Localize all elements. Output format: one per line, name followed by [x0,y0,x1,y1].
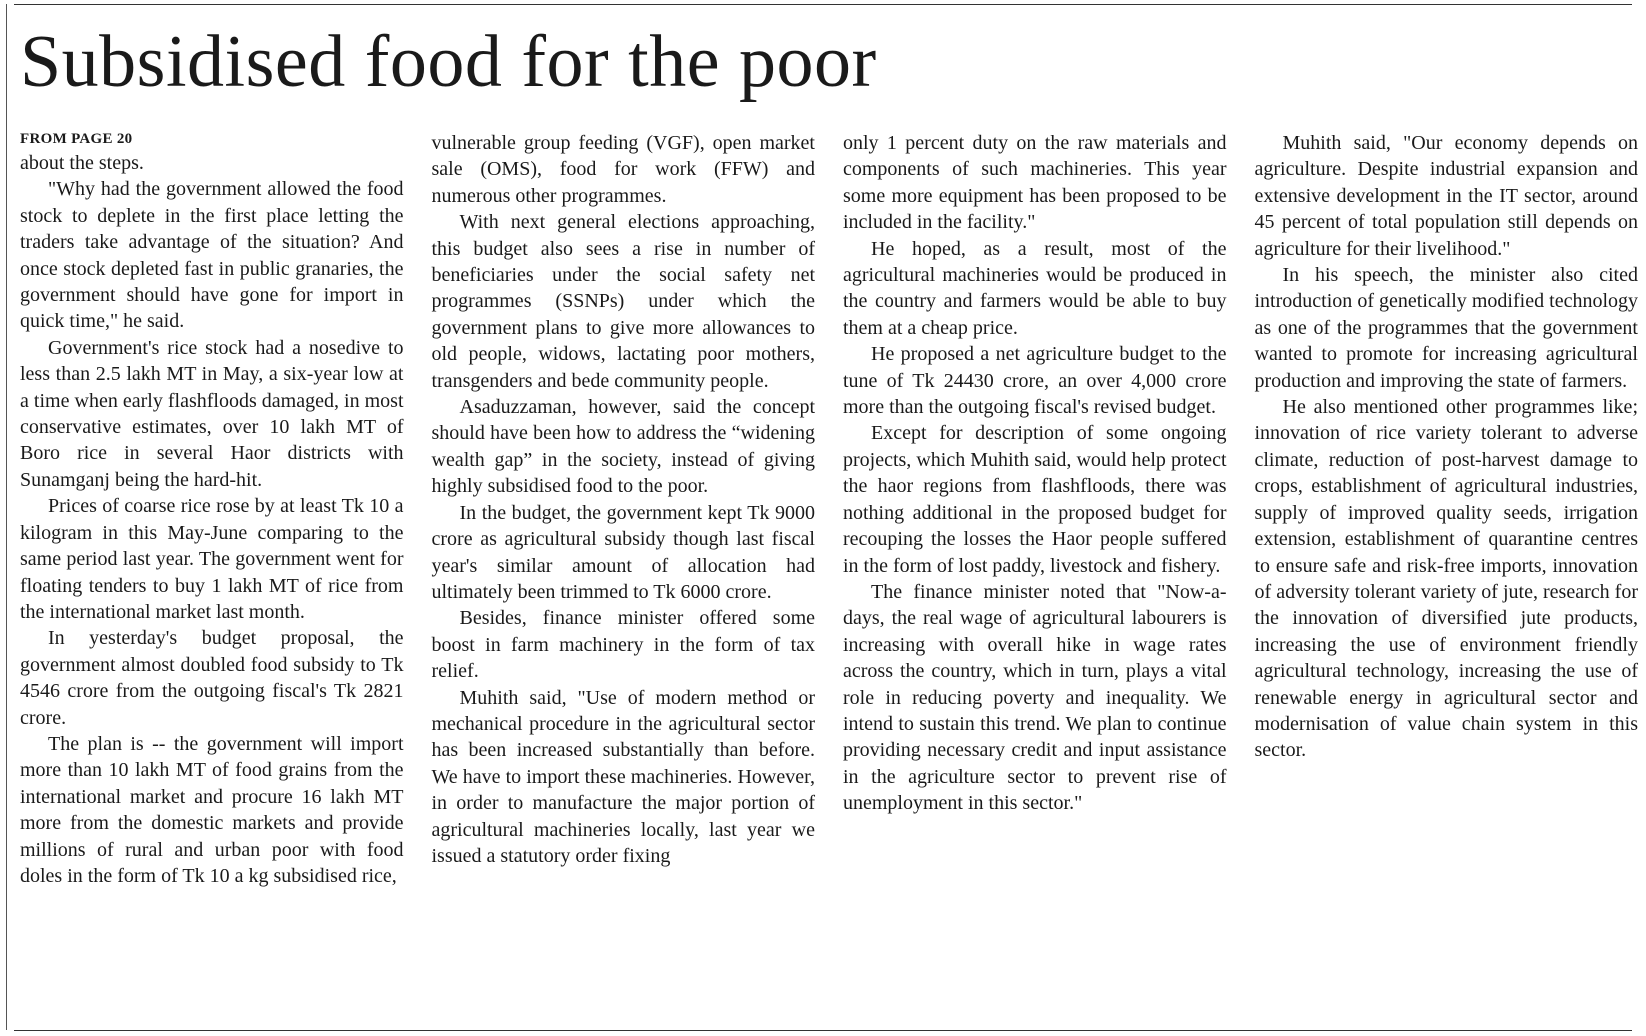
article-column-2 [432,130,816,1025]
paragraph: vulnerable group feeding (VGF), open market sale (OMS), food for work (FFW) and numerous other programmes. [431,132,815,207]
left-rule [6,4,7,1030]
continuation-kicker: FROM PAGE 20 [20,131,133,147]
article-column-3 [843,130,1227,1025]
paragraph: only 1 percent duty on the raw materials and components of such machineries. This year some more equipment has been proposed to be included in the facility." [843,132,1227,234]
top-rule [14,4,1632,5]
paragraph: Muhith said, "Use of modern method or mechanical procedure in the agricultural sector has been increased substantially than before. We have to import these machineries. However, in order to manufacture the major portion of agricultural machineries locally, last year we issued a statutory order fixing [431,686,815,867]
paragraph: The finance minister noted that "Now-a-days, the real wage of agricultural labourers is increasing with overall hike in wage rates across the country, which in turn, plays a vital role in reducing poverty and inequality. We intend to sustain this trend. We plan to continue providing necessary credit and input assistance in the agriculture sector to prevent rise of unemployment in this sector." [843,580,1227,815]
article-column-1 [20,130,404,1025]
paragraph: Muhith said, "Our economy depends on agriculture. Despite industrial expansion and extensive development in the IT sector, around 45 percent of total population still depends on agriculture for their livelihood." [1254,132,1638,260]
paragraph: Besides, finance minister offered some boost in farm machinery in the form of tax relief. [431,607,815,683]
article-column-4 [1255,130,1639,1025]
paragraph: Asaduzzaman, however, said the concept should have been how to address the “widening wealth gap” in the society, instead of giving highly subsidised food to the poor. [431,396,815,498]
bottom-rule [14,1030,1632,1031]
paragraph: He hoped, as a result, most of the agricultural machineries would be produced in the country and farmers would be able to buy them at a cheap price. [843,237,1227,339]
paragraph: Except for description of some ongoing projects, which Muhith said, would help protect the haor regions from flashfloods, there was nothing additional in the proposed budget for recouping the losses the Haor people suffered in the form of lost paddy, livestock and fishery. [843,422,1227,577]
paragraph: The plan is -- the government will import more than 10 lakh MT of food grains from the international market and procure 16 lakh MT more from the domestic markets and provide millions of rural and urban poor with food doles in the form of Tk 10 a kg subsidised rice, [20,732,404,887]
paragraph: about the steps. [20,152,144,174]
article-body [20,130,1638,1025]
paragraph: He also mentioned other programmes like; innovation of rice variety tolerant to adverse climate, reduction of post-harvest damage to crops, establishment of agricultural industries, supply of improved quality seeds, irrigation extension, establishment of quarantine centres to ensure safe and risk-free imports, innovation of adversity tolerant variety of jute, research for the innovation of diversified jute products, increasing the use of environment friendly agricultural technology, increasing the use of renewable energy in agricultural sector and modernisation of value chain system in this sector. [1254,396,1638,762]
paragraph: "Why had the government allowed the food stock to deplete in the first place letting the traders take advantage of the situation? And once stock depleted fast in public granaries, the government should have gone for import in quick time," he said. [20,178,404,333]
paragraph: Government's rice stock had a nosedive to less than 2.5 lakh MT in May, a six-year low at a time when early flashfloods damaged, in most conservative estimates, over 10 lakh MT of Boro rice in several Haor districts with Sunamganj being the hard-hit. [20,336,404,491]
paragraph: In yesterday's budget proposal, the government almost doubled food subsidy to Tk 4546 crore from the outgoing fiscal's Tk 2821 crore. [20,627,404,729]
paragraph: In his speech, the minister also cited introduction of genetically modified technology as one of the programmes that the government wanted to promote for increasing agricultural production and improving the state of farmers. [1254,264,1638,392]
paragraph: In the budget, the government kept Tk 9000 crore as agricultural subsidy though last fiscal year's similar amount of allocation had ultimately been trimmed to Tk 6000 crore. [431,501,815,603]
paragraph: He proposed a net agriculture budget to the tune of Tk 24430 crore, an over 4,000 crore more than the outgoing fiscal's revised budget. [843,343,1227,419]
paragraph: With next general elections approaching, this budget also sees a rise in number of beneficiaries under the social safety net programmes (SSNPs) under which the government plans to give more allowances to old people, widows, lactating poor mothers, transgenders and bede community people. [431,211,815,392]
paragraph: Prices of coarse rice rose by at least Tk 10 a kilogram in this May-June comparing to the same period last year. The government went for floating tenders to buy 1 lakh MT of rice from the international market last month. [20,495,404,623]
headline: Subsidised food for the poor [20,21,877,103]
